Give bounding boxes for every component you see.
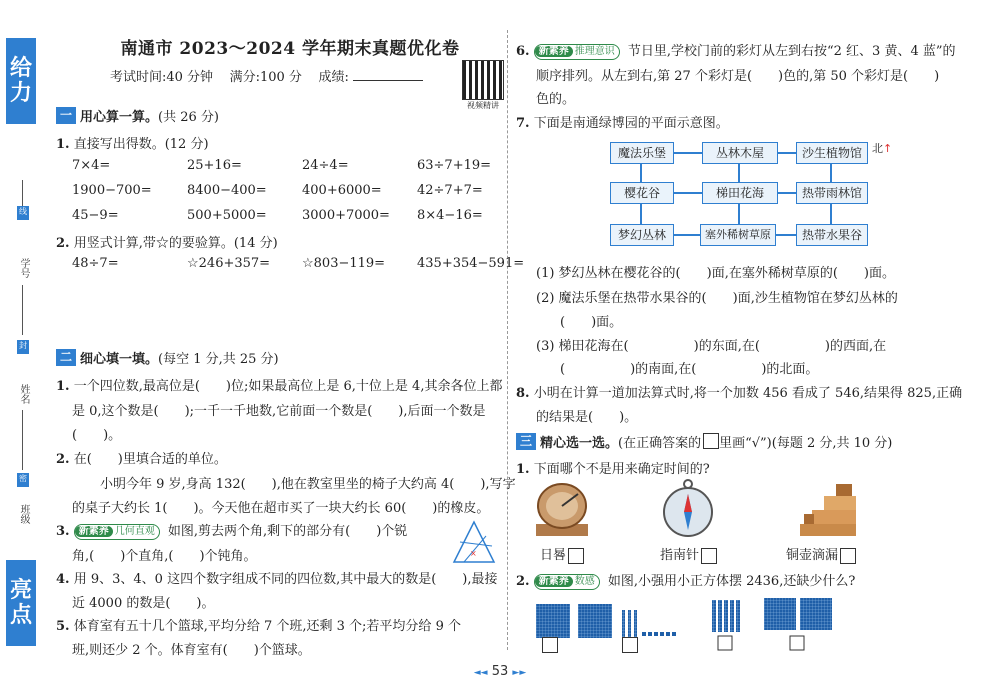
map-connector [830,162,832,182]
s1-q1-label: 1. [56,137,70,152]
seal-dot-1: 线 [17,206,29,220]
seal-dot-3: 密 [17,473,29,487]
badge-sub: 数感 [574,575,595,587]
bottom-tab-char-2: 点 [9,603,32,628]
water-clock-vessel [804,514,814,524]
water-clock-image [796,480,860,538]
s1-q1-text: 直接写出得数。(12 分) [73,137,209,152]
q7-line [516,112,729,131]
section-2-title: 细心填一填。 [80,351,159,367]
unit-cube [654,632,658,636]
full-score: 满分:100 分 [229,70,302,85]
s2-q1-line-1 [56,375,502,394]
q6-label: 6. [516,44,530,59]
new-literacy-badge [534,44,620,60]
ten-rod [718,600,722,632]
s2-q5-line-1 [56,615,461,634]
unit-cube [660,632,664,636]
q8-line-1 [516,382,962,401]
arith-item: 24÷4= [302,158,349,173]
q6-line-2: 顺序排列。从左到右,第 27 个彩灯是( )色的,第 50 个彩灯是( ) [536,69,940,84]
unit-cube [642,632,646,636]
map-node: 魔法乐堡 [610,142,674,164]
s1-q2-text: 用竖式计算,带☆的要验算。(14 分) [73,236,278,251]
section-1-points: (共 26 分) [158,109,219,125]
score-blank[interactable] [353,80,423,81]
top-tab [6,38,36,124]
compass-ring [684,480,692,488]
bottom-tab-char-1: 亮 [9,577,32,603]
north-indicator [872,140,892,156]
s3-q1 [516,458,710,477]
answer-checkbox[interactable] [568,548,584,564]
map-connector [672,152,702,154]
map-connector [830,202,832,224]
map-node: 梦幻丛林 [610,224,674,246]
map-connector [640,162,642,182]
q7-sub-3b: ( )的南面,在( )的北面。 [560,362,819,377]
arith-item: 8×4−16= [417,208,483,223]
arith-item: 500+5000= [187,208,267,223]
s3-q1-label: 1. [516,462,530,477]
map-node: 热带水果谷 [796,224,868,246]
s3-q1-text: 下面哪个不是用来确定时间的? [533,462,710,477]
arith-item: 25+16= [187,158,242,173]
answer-checkbox[interactable] [701,548,717,564]
vertical-calc-item: ☆803−119= [302,256,386,271]
option-sundial[interactable] [540,544,584,564]
q7-sub-2a: (2) 魔法乐堡在热带水果谷的( )面,沙生植物馆在梦幻丛林的 [536,291,898,306]
badge-main: 新素养 [535,46,573,57]
ten-rod [736,600,740,632]
q7-sub-1: (1) 梦幻丛林在樱花谷的( )面,在塞外稀树草原的( )面。 [536,266,895,281]
north-label: 北 [872,142,883,155]
section-3-instr-a: (在正确答案的 [618,435,702,451]
exam-time: 考试时间:40 分钟 [110,70,214,85]
s2-q1-label: 1. [56,379,70,394]
label-class: 班级 [18,504,29,524]
s2-q1-line-3: ( )。 [72,428,122,443]
section-3-title: 精心选一选。 [540,435,619,451]
ten-rod [712,600,716,632]
map-connector [738,162,740,182]
s2-q3-label: 3. [56,524,70,539]
q6-line-3: 色的。 [536,92,576,107]
new-literacy-badge [74,524,160,540]
arith-item: 42÷7+7= [417,183,483,198]
section-1-title: 用心算一算。 [80,109,159,125]
section-3-header [516,432,892,450]
section-3-number: 三 [516,433,536,450]
map-connector [640,202,642,224]
s2-q4-label: 4. [56,572,70,587]
s1-q2-row [72,256,532,271]
new-literacy-badge [534,574,600,590]
option-water-clock[interactable] [786,544,856,564]
arith-item: 1900−700= [72,183,152,198]
cut-mark: × [470,549,477,558]
water-clock-step [800,524,856,536]
q8-label: 8. [516,386,530,401]
vertical-calc-item: ☆246+357= [187,256,271,271]
hundred-flat [764,598,796,630]
q6-line-1 [516,40,956,60]
vertical-calc-item: 48÷7= [72,256,119,271]
sidebar-rule [22,410,23,470]
top-tab-char-2: 力 [9,81,32,106]
prev-arrow-icon: ◄◄ [473,668,488,678]
label-name: 姓名 [18,384,29,404]
answer-checkbox[interactable] [622,637,638,653]
q7-text: 下面是南通绿博园的平面示意图。 [533,116,729,131]
water-clock-vessel [836,484,852,496]
s2-q2-line-1 [56,448,227,467]
page-title: 南通市 2023～2024 学年期末真题优化卷 [120,39,460,59]
section-1-header [56,106,219,124]
s2-q1-text-1: 一个四位数,最高位是( )位;如果最高位上是 6,十位上是 4,其余各位上都 [73,379,503,394]
answer-checkbox[interactable] [840,548,856,564]
bottom-tab [6,560,36,646]
s1-q1 [56,133,209,152]
map-node: 热带雨林馆 [796,182,868,204]
score-label: 成绩: [318,70,349,85]
seal-dot-2: 封 [17,340,29,354]
top-tab-char-1: 给 [9,55,32,81]
section-2-points: (每空 1 分,共 25 分) [158,351,279,367]
map-node: 梯田花海 [702,182,778,204]
arith-item: 400+6000= [302,183,382,198]
s1-q2 [56,232,278,251]
section-2-number: 二 [56,349,76,366]
thousand-cube [536,604,570,638]
sundial-image [530,480,594,538]
q7-label: 7. [516,116,530,131]
option-label: 指南针 [660,548,700,563]
answer-box-icon [703,433,719,449]
map-node: 樱花谷 [610,182,674,204]
ten-rod [634,610,637,638]
map-connector [776,192,796,194]
page-number-value: 53 [491,664,509,679]
next-arrow-icon: ►► [512,668,527,678]
s2-q2-line-3: 的桌子大约长 1( )。今天他在超市买了一块大约长 60( )的橡皮。 [72,501,490,516]
label-student-number: 学号 [18,258,29,278]
answer-checkbox [718,636,732,650]
q6-text-1: 节日里,学校门前的彩灯从左到右按“2 红、3 黄、4 蓝”的 [627,44,956,59]
unit-cube [672,632,676,636]
map-connector [774,234,796,236]
arith-item: 8400−400= [187,183,267,198]
s1-q1-row-2 [72,183,532,198]
s3-q2 [516,570,855,590]
map-connector [776,152,796,154]
map-node: 丛林木屋 [702,142,778,164]
section-3-instr-b: 里画“√”)(每题 2 分,共 10 分) [719,435,893,451]
ten-rod [622,610,625,638]
ten-rod [724,600,728,632]
map-node: 塞外稀树草原 [700,224,776,246]
answer-checkbox[interactable] [542,637,558,653]
column-divider [507,30,508,650]
ten-rod [730,600,734,632]
s1-q2-label: 2. [56,236,70,251]
badge-sub: 几何直观 [114,525,155,537]
unit-cube [648,632,652,636]
s1-q1-row-1 [72,158,532,173]
map-connector [738,202,740,224]
q7-sub-3a: (3) 梯田花海在( )的东面,在( )的西面,在 [536,339,887,354]
binding-sidebar [0,0,42,690]
exam-info [110,66,423,85]
s2-q5-label: 5. [56,619,70,634]
s2-q1-line-2: 是 0,这个数是( );一千一千地数,它前面一个数是( ),后面一个数是 [72,404,486,419]
ten-rod [628,610,631,638]
s2-q2-line-2: 小明今年 9 岁,身高 132( ),他在教室里坐的椅子大约高 4( ),写字 [100,477,516,492]
s3-q2-label: 2. [516,574,530,589]
q7-sub-2b: ( )面。 [560,315,623,330]
arith-item: 7×4= [72,158,111,173]
option-label: 日晷 [540,548,567,563]
map-connector [672,192,702,194]
badge-main: 新素养 [535,576,573,587]
s2-q4-line-2: 近 4000 的数是( )。 [72,596,215,611]
s2-q4-text-1: 用 9、3、4、0 这四个数字组成不同的四位数,其中最大的数是( ),最接 [73,572,498,587]
compass-image [660,478,716,540]
water-clock-step [824,496,856,510]
s2-q3-line-2: 角,( )个直角,( )个钝角。 [72,549,257,564]
cut-triangle-figure [450,518,498,566]
s2-q3-text-1: 如图,剪去两个角,剩下的部分有( )个锐 [167,524,408,539]
water-clock-step [812,510,856,524]
arith-item: 3000+7000= [302,208,390,223]
badge-sub: 推理意识 [574,45,615,57]
unit-cube [666,632,670,636]
answer-checkbox [790,636,804,650]
s3-q2-text: 如图,小强用小正方体摆 2436,还缺少什么? [607,574,856,589]
s2-q5-line-2: 班,则还少 2 个。体育室有( )个篮球。 [72,643,311,658]
option-label: 铜壶滴漏 [786,548,839,563]
qr-code[interactable] [462,60,504,100]
park-map [610,142,870,250]
thousand-cube [578,604,612,638]
s2-q5-text-1: 体育室有五十几个篮球,平均分给 7 个班,还剩 3 个;若平均分给 9 个 [73,619,461,634]
option-compass[interactable] [660,544,717,564]
section-2-header [56,348,279,366]
map-node: 沙生植物馆 [796,142,868,164]
cube-blocks-figure [536,594,876,656]
north-arrow-icon: ↑ [883,142,893,155]
q8-text-1: 小明在计算一道加法算式时,将一个加数 456 看成了 546,结果得 825,正确 [533,386,963,401]
sidebar-rule [22,285,23,335]
s2-q2-label: 2. [56,452,70,467]
q8-line-2: 的结果是( )。 [536,410,638,425]
badge-main: 新素养 [75,526,113,537]
s2-q4-line-1 [56,568,497,587]
hundred-flat [800,598,832,630]
s2-q2-text-1: 在( )里填合适的单位。 [73,452,227,467]
qr-label: 视频精讲 [467,101,499,110]
section-1-number: 一 [56,107,76,124]
arith-item: 45−9= [72,208,119,223]
vertical-calc-item: 435+354−591= [417,256,525,271]
s2-q3-line-1 [56,520,407,540]
arith-item: 63÷7+19= [417,158,492,173]
s1-q1-row-3 [72,208,532,223]
map-connector [672,234,700,236]
cut-line-1 [460,542,492,546]
page-number [470,664,530,679]
